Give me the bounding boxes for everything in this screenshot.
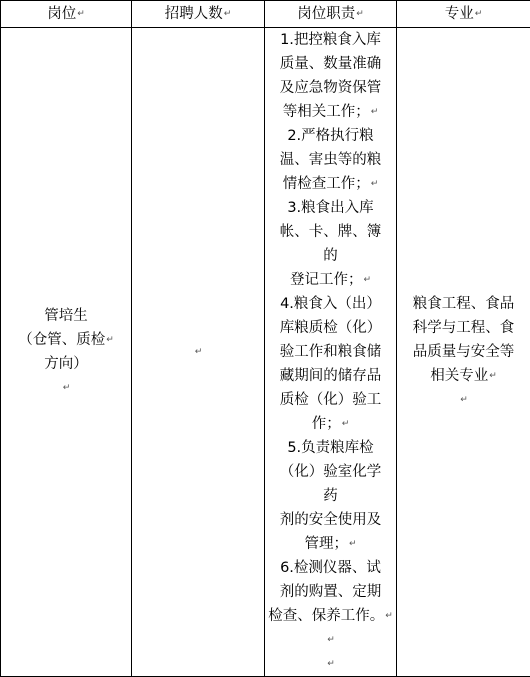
duty-line: 等相关工作；↵ — [265, 100, 396, 124]
header-count: 招聘人数↵ — [132, 1, 265, 28]
position-line: （仓管、质检↵ — [1, 328, 131, 352]
duty-line: 验工作和粮食储 — [265, 340, 396, 364]
duty-line: 2.严格执行粮 — [265, 124, 396, 148]
major-line: 品质量与安全等 — [397, 340, 530, 364]
duty-line: 5.负责粮库检 — [265, 436, 396, 460]
duty-line: 4.粮食入（出） — [265, 292, 396, 316]
duty-line: 温、害虫等的粮 — [265, 148, 396, 172]
header-position: 岗位↵ — [1, 1, 132, 28]
duty-line: 6.检测仪器、试 — [265, 556, 396, 580]
duty-line: 质量、数量准确 — [265, 52, 396, 76]
duty-line: 登记工作；↵ — [265, 268, 396, 292]
position-line: 管培生 — [1, 304, 131, 328]
header-major: 专业↵ — [397, 1, 530, 28]
duty-line: 作；↵ — [265, 412, 396, 436]
duty-line: 3.粮食出入库 — [265, 196, 396, 220]
duty-line: 帐、卡、牌、簿 — [265, 220, 396, 244]
position-line: 方向） — [1, 352, 131, 376]
major-line: 相关专业↵ — [397, 364, 530, 388]
table-row — [1, 28, 530, 677]
cell-position: 管培生 （仓管、质检↵ 方向） ↵ — [1, 28, 132, 677]
duty-line: ↵ — [265, 652, 396, 676]
header-duties: 岗位职责↵ — [265, 1, 397, 28]
duty-line: ↵ — [265, 628, 396, 652]
duty-line: 剂的购置、定期 — [265, 580, 396, 604]
cell-count: ↵ — [132, 28, 265, 677]
duty-line: 检查、保养工作。↵ — [265, 604, 396, 628]
cell-duties — [265, 28, 397, 677]
duty-line: 及应急物资保管 — [265, 76, 396, 100]
duty-line: 管理；↵ — [265, 532, 396, 556]
duty-line: 库粮质检（化） — [265, 316, 396, 340]
duty-line: 的 — [265, 244, 396, 268]
duty-line: 藏期间的储存品 — [265, 364, 396, 388]
duty-line: 剂的安全使用及 — [265, 508, 396, 532]
duty-line: 情检查工作；↵ — [265, 172, 396, 196]
duty-line: （化）验室化学 — [265, 460, 396, 484]
duty-line: 药 — [265, 484, 396, 508]
header-row — [1, 1, 530, 28]
duty-line: 1.把控粮食入库 — [265, 28, 396, 52]
major-line: 科学与工程、食 — [397, 316, 530, 340]
duty-line: 质检（化）验工 — [265, 388, 396, 412]
cell-major: 粮食工程、食品 科学与工程、食 品质量与安全等 相关专业↵ ↵ — [397, 28, 530, 677]
major-line: 粮食工程、食品 — [397, 292, 530, 316]
